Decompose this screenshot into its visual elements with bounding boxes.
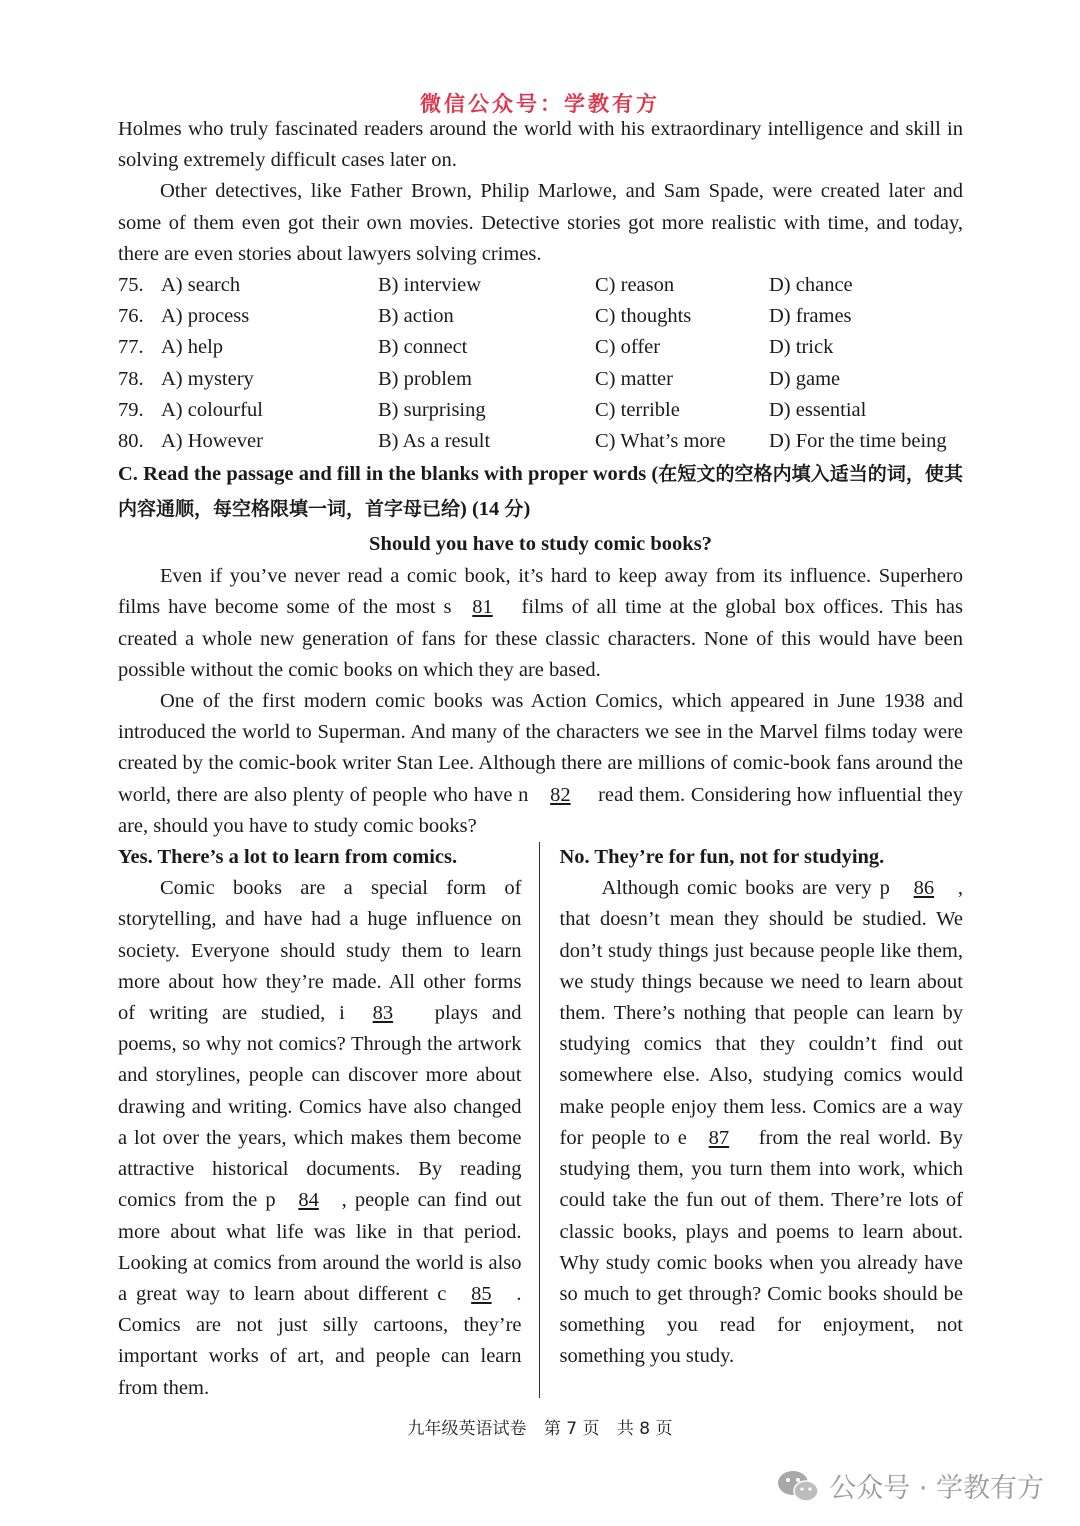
footer-subject: 九年级英语试卷: [407, 1419, 527, 1439]
blank-81: 81: [472, 596, 493, 619]
right-column-text: [560, 873, 964, 1372]
option-row: [118, 332, 963, 363]
section-c-heading-cn: 在短文的空格内填入适当的词，使其内容通顺，每空格限填一词，首字母已给: [118, 463, 963, 521]
option-b: B) connect: [378, 336, 468, 359]
left-column-text: [118, 873, 522, 1403]
blank-83: 83: [372, 1002, 394, 1025]
question-number: 78.: [118, 367, 144, 390]
option-a: A) However: [161, 430, 263, 453]
right-column: [539, 842, 964, 1404]
section-c-heading-unit: 分: [504, 498, 524, 521]
text-run: films of all time at the global box offices. This has created a whole new generation of fans for these classic characters. None of this would have been possible without the comic books on which they are based.: [118, 596, 964, 681]
option-a: A) help: [161, 336, 224, 359]
option-row: [118, 301, 963, 332]
text-run: read them. Considering how influential they are, should you have to study comic books?: [118, 783, 963, 837]
brand-text: 公众号 · 学教有方: [829, 1473, 1044, 1504]
option-a: A) process: [161, 305, 250, 328]
watermark-header: 微信公众号：学教有方: [420, 92, 660, 116]
option-a: A) search: [161, 274, 241, 297]
footer-page: 第 7 页: [543, 1419, 600, 1439]
question-number: 76.: [118, 305, 144, 328]
option-d: D) game: [769, 367, 841, 390]
passage-paragraph-1: [118, 561, 963, 686]
text-run: Comic books are a special form of storytelling, and have had a huge influence on society. Everyone should study them to learn more about how they’re made. All other forms of writing are studied, i: [118, 877, 522, 1025]
section-c-heading-score: ) (14: [460, 498, 505, 521]
left-column: [118, 842, 539, 1404]
option-d: D) trick: [769, 336, 834, 359]
option-c: C) matter: [595, 367, 673, 390]
option-b: B) surprising: [378, 398, 486, 421]
text-run: . Comics are not just silly cartoons, they’re important works of art, and people can learn from them.: [118, 1282, 522, 1399]
question-number: 77.: [118, 336, 144, 359]
section-c-heading-close: ): [523, 498, 531, 521]
option-row: [118, 426, 963, 457]
option-b: B) problem: [378, 367, 472, 390]
option-d: D) essential: [769, 398, 867, 421]
option-a: A) colourful: [161, 398, 263, 421]
wechat-icon: [777, 1469, 819, 1503]
option-c: C) thoughts: [595, 305, 692, 328]
option-d: D) frames: [769, 305, 852, 328]
option-row: [118, 364, 963, 395]
intro-paragraph-2: Other detectives, like Father Brown, Philip Marlowe, and Sam Spade, were created later and some of them even got their own movies. Detective stories got more realistic with time, and today, there are even stories about lawyers solving crimes.: [118, 180, 963, 265]
option-b: B) interview: [378, 274, 482, 297]
option-b: B) As a result: [378, 430, 491, 453]
option-d: D) For the time being: [769, 430, 947, 453]
option-c: C) What’s more: [595, 430, 726, 453]
section-c-heading: [118, 457, 963, 527]
option-row: [118, 270, 963, 301]
text-run: , that doesn’t mean they should be studied. We don’t study things just because people like them, we study things because we need to learn about them. There’s nothing that people can learn by studying comics that they couldn’t find out somewhere else. Also, studying comics would make people enjoy them less. Comics are a way for people to e: [559, 877, 963, 1149]
question-number: 80.: [118, 430, 144, 453]
options-list: [118, 270, 963, 457]
blank-87: 87: [708, 1126, 730, 1149]
option-d: D) chance: [769, 274, 853, 297]
option-a: A) mystery: [161, 367, 254, 390]
exam-content: [118, 114, 963, 1404]
option-row: [118, 395, 963, 426]
text-run: , people can find out more about what life was like in that period. Looking at comics from around the world is also a great way to learn about different c: [118, 1189, 522, 1305]
blank-85: 85: [471, 1282, 492, 1305]
text-run: One of the first modern comic books was Action Comics, which appeared in June 1938 and introduced the world to Superman. And many of the characters we see in the Marvel films today were created by the comic-book writer Stan Lee. Although there are millions of comic-book fans around the world, there are also plenty of people who have n: [118, 690, 963, 806]
text-run: plays and poems, so why not comics? Through the artwork and storylines, people can discover more about drawing and writing. Comics have also changed a lot over the years, which makes them become attractive historical documents. By reading comics from the p: [118, 1002, 522, 1212]
intro-paragraph-1: Holmes who truly fascinated readers around the world with his extraordinary intelligence and skill in solving extremely difficult cases later on.: [118, 118, 963, 172]
footer-total: 共 8 页: [616, 1419, 673, 1439]
option-c: C) reason: [595, 274, 675, 297]
page-footer: [0, 1414, 1080, 1439]
left-column-heading: Yes. There’s a lot to learn from comics.: [118, 846, 458, 869]
blank-82: 82: [550, 783, 571, 806]
blank-84: 84: [298, 1189, 319, 1212]
right-column-heading: No. They’re for fun, not for studying.: [559, 846, 885, 869]
option-b: B) action: [378, 305, 454, 328]
question-number: 75.: [118, 274, 144, 297]
text-run: Although comic books are very p: [601, 877, 890, 900]
text-run: from the real world. By studying them, you turn them into work, which could take the fun out of them. There’re lots of classic books, plays and poems to learn about. Why study comic books when you already have so much to get through? Comic books should be something you read for enjoyment, not something you study.: [559, 1126, 963, 1368]
brand-watermark: [777, 1466, 1044, 1505]
question-number: 79.: [118, 398, 144, 421]
option-c: C) terrible: [595, 398, 680, 421]
text-run: Even if you’ve never read a comic book, it’s hard to keep away from its influence. Superhero films have become some of the most s: [118, 565, 963, 619]
debate-columns: [118, 842, 963, 1404]
passage-title: Should you have to study comic books?: [369, 533, 712, 556]
passage-paragraph-2: [118, 686, 963, 842]
section-c-heading-en: C. Read the passage and fill in the blanks with proper words (: [118, 463, 659, 486]
blank-86: 86: [913, 877, 935, 900]
option-c: C) offer: [595, 336, 661, 359]
column-divider: [539, 842, 540, 1398]
